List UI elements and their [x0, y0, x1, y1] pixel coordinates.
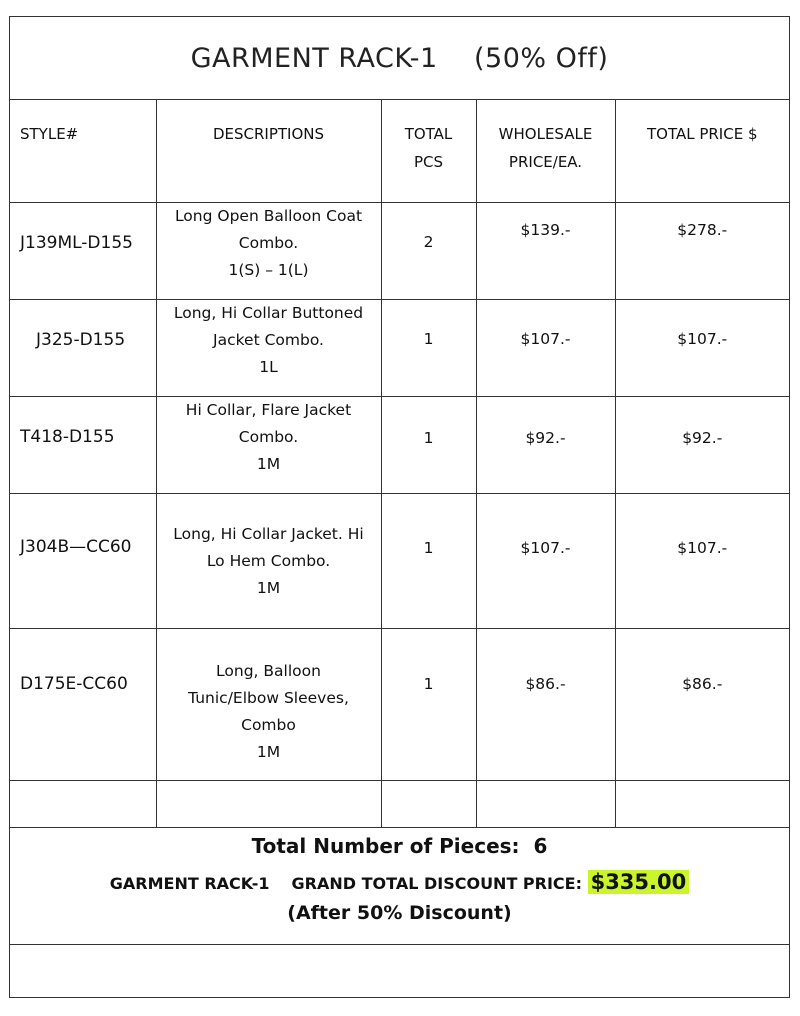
total-price: $278.- — [615, 203, 789, 300]
total-pcs: 2 — [381, 203, 476, 300]
column-header-descriptions: DESCRIPTIONS — [156, 100, 381, 203]
total-price: $92.- — [615, 397, 789, 494]
column-header-total-pcs: TOTAL PCS — [381, 100, 476, 203]
grand-total-label: GRAND TOTAL DISCOUNT PRICE: — [291, 874, 582, 893]
totals-summary — [10, 827, 789, 945]
style-number: T418-D155 — [10, 397, 156, 494]
total-pcs: 1 — [381, 494, 476, 629]
wholesale-price: $86.- — [476, 629, 615, 781]
table-row — [10, 203, 789, 300]
description: Hi Collar, Flare Jacket Combo. 1M — [156, 397, 381, 494]
total-pcs: 1 — [381, 300, 476, 397]
total-pcs: 1 — [381, 629, 476, 781]
page-title: GARMENT RACK-1 (50% Off) — [10, 17, 789, 100]
wholesale-price: $139.- — [476, 203, 615, 300]
rack-label: GARMENT RACK-1 — [109, 874, 270, 893]
empty-row — [10, 781, 789, 828]
total-price: $86.- — [615, 629, 789, 781]
total-pieces: Total Number of Pieces: 6 — [251, 834, 548, 858]
description: Long, Hi Collar Jacket. Hi Lo Hem Combo. 1M — [156, 494, 381, 629]
price-sheet — [9, 16, 790, 998]
style-number: J304B—CC60 — [10, 494, 156, 629]
style-number: J139ML-D155 — [10, 203, 156, 300]
total-price: $107.- — [615, 300, 789, 397]
table-row — [10, 300, 789, 397]
table-row — [10, 494, 789, 629]
grand-total-value: $335.00 — [588, 870, 690, 894]
column-header-wholesale-price: WHOLESALE PRICE/EA. — [476, 100, 615, 203]
total-price: $107.- — [615, 494, 789, 629]
column-header-style: STYLE# — [10, 100, 156, 203]
table-row — [10, 397, 789, 494]
grand-total-line — [10, 870, 789, 894]
wholesale-price: $92.- — [476, 397, 615, 494]
style-number: J325-D155 — [10, 300, 156, 397]
description: Long, Hi Collar Buttoned Jacket Combo. 1L — [156, 300, 381, 397]
discount-note: (After 50% Discount) — [287, 902, 512, 924]
total-pcs: 1 — [381, 397, 476, 494]
description: Long, Balloon Tunic/Elbow Sleeves, Combo 1M — [156, 629, 381, 781]
table-row — [10, 629, 789, 781]
garment-table — [10, 100, 789, 828]
table-header-row — [10, 100, 789, 203]
description: Long Open Balloon Coat Combo. 1(S) – 1(L) — [156, 203, 381, 300]
column-header-total-price: TOTAL PRICE $ — [615, 100, 789, 203]
wholesale-price: $107.- — [476, 300, 615, 397]
style-number: D175E-CC60 — [10, 629, 156, 781]
wholesale-price: $107.- — [476, 494, 615, 629]
